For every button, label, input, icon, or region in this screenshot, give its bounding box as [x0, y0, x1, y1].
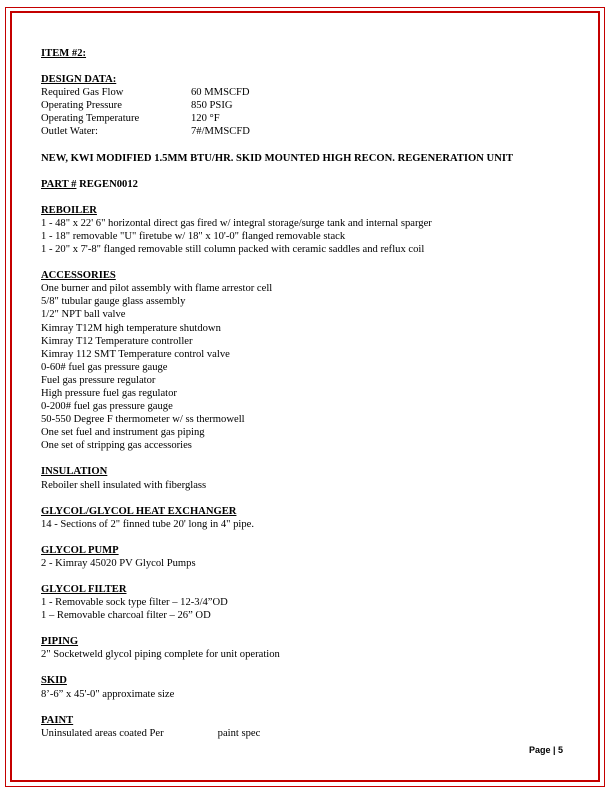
skid-line: 8’-6” x 45'-0" approximate size: [41, 688, 175, 700]
part-number-label: PART #: [41, 178, 77, 190]
design-data-section: [41, 73, 581, 138]
heat-exchanger-section: [41, 505, 581, 531]
reboiler-heading: REBOILER: [41, 204, 97, 216]
design-data-label: Outlet Water:: [41, 126, 98, 138]
heat-exchanger-heading: GLYCOL/GLYCOL HEAT EXCHANGER: [41, 505, 237, 517]
accessory-item: Kimray 112 SMT Temperature control valve: [41, 348, 230, 360]
design-data-value: 7#/MMSCFD: [191, 126, 250, 138]
piping-line: 2" Socketweld glycol piping complete for unit operation: [41, 649, 280, 661]
accessory-item: 0-60# fuel gas pressure gauge: [41, 361, 168, 373]
design-data-row: [41, 99, 581, 112]
design-data-label: Operating Temperature: [41, 113, 140, 125]
accessory-item: One burner and pilot assembly with flame arrestor cell: [41, 283, 273, 295]
accessory-item: 50-550 Degree F thermometer w/ ss thermowell: [41, 414, 245, 426]
design-data-label: Required Gas Flow: [41, 87, 124, 99]
insulation-line: Reboiler shell insulated with fiberglass: [41, 479, 207, 491]
piping-section: [41, 635, 581, 661]
skid-section: [41, 674, 581, 700]
reboiler-line: 1 - 20" x 7'-8" flanged removable still column packed with ceramic saddles and reflux coil: [41, 244, 425, 256]
piping-heading: PIPING: [41, 636, 79, 648]
design-data-row: [41, 86, 581, 99]
part-number: [41, 178, 581, 191]
glycol-filter-line: 1 - Removable sock type filter – 12-3/4”OD: [41, 597, 228, 609]
accessory-item: 1/2" NPT ball valve: [41, 309, 126, 321]
accessory-item: Kimray T12M high temperature shutdown: [41, 322, 221, 334]
insulation-section: [41, 465, 581, 491]
part-number-value: REGEN0012: [76, 178, 138, 190]
design-data-label: Operating Pressure: [41, 100, 122, 112]
insulation-heading: INSULATION: [41, 466, 108, 478]
accessory-item: 0-200# fuel gas pressure gauge: [41, 401, 173, 413]
glycol-pump-line: 2 - Kimray 45020 PV Glycol Pumps: [41, 557, 196, 569]
accessories-heading: ACCESSORIES: [41, 270, 116, 282]
design-data-row: [41, 112, 581, 125]
paint-line-start: Uninsulated areas coated Per: [41, 727, 164, 739]
design-data-value: 850 PSIG: [191, 100, 233, 112]
document-body: [41, 47, 581, 740]
glycol-filter-section: [41, 583, 581, 622]
unit-title: NEW, KWI MODIFIED 1.5MM BTU/HR. SKID MOUNTED HIGH RECON. REGENERATION UNIT: [41, 152, 514, 164]
item-heading: ITEM #2:: [41, 48, 87, 59]
accessory-item: One set fuel and instrument gas piping: [41, 427, 205, 439]
accessory-item: 5/8" tubular gauge glass assembly: [41, 296, 186, 308]
paint-line-end: paint spec: [217, 727, 261, 739]
paint-section: [41, 714, 581, 740]
accessory-item: Fuel gas pressure regulator: [41, 374, 156, 386]
accessory-item: One set of stripping gas accessories: [41, 440, 192, 452]
design-data-value: 60 MMSCFD: [191, 87, 250, 99]
reboiler-line: 1 - 48" x 22' 6" horizontal direct gas fired w/ integral storage/surge tank and internal sparger: [41, 217, 432, 229]
glycol-pump-section: [41, 544, 581, 570]
paint-line: [41, 727, 581, 740]
reboiler-line: 1 - 18" removable "U" firetube w/ 18" x 10'-0" flanged removable stack: [41, 230, 346, 242]
accessories-section: [41, 269, 581, 452]
design-data-heading: DESIGN DATA:: [41, 74, 117, 86]
glycol-filter-heading: GLYCOL FILTER: [41, 584, 127, 595]
glycol-filter-line: 1 – Removable charcoal filter – 26” OD: [41, 610, 211, 622]
design-data-value: 120 °F: [191, 113, 220, 125]
design-data-row: [41, 125, 581, 138]
glycol-pump-heading: GLYCOL PUMP: [41, 544, 119, 556]
paint-heading: PAINT: [41, 714, 74, 726]
accessory-item: High pressure fuel gas regulator: [41, 387, 177, 399]
heat-exchanger-line: 14 - Sections of 2" finned tube 20' long in 4" pipe.: [41, 518, 254, 530]
page-number: Page | 5: [529, 745, 564, 755]
accessory-item: Kimray T12 Temperature controller: [41, 335, 193, 347]
skid-heading: SKID: [41, 675, 67, 687]
reboiler-section: [41, 204, 581, 256]
